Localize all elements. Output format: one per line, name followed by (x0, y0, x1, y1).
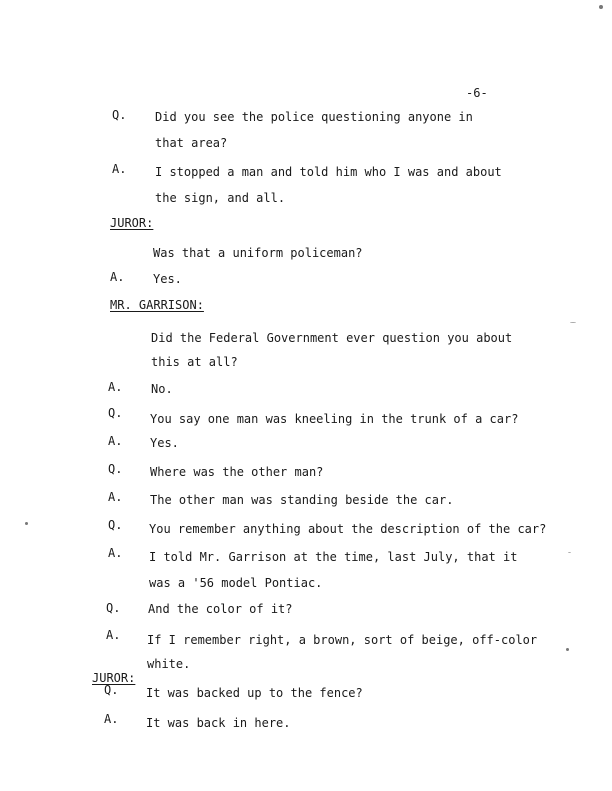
transcript-line: Where was the other man? (150, 465, 324, 479)
transcript-line: the sign, and all. (155, 191, 286, 205)
transcript-line: Did the Federal Government ever question you about (151, 331, 513, 345)
transcript-line: It was backed up to the fence? (146, 686, 363, 700)
scan-speck (566, 648, 569, 651)
transcript-line: this at all? (151, 355, 238, 369)
scan-speck (25, 522, 28, 525)
speaker-label: JUROR: (92, 671, 136, 685)
transcript-line: that area? (155, 136, 228, 150)
transcript-line: And the color of it? (148, 602, 293, 616)
transcript-line: was a '56 model Pontiac. (149, 576, 323, 590)
question-marker: Q. (104, 683, 119, 697)
answer-marker: A. (108, 490, 123, 504)
answer-marker: A. (106, 628, 121, 642)
answer-marker: A. (108, 380, 123, 394)
answer-marker: A. (104, 712, 119, 726)
question-marker: Q. (108, 406, 123, 420)
transcript-line: I stopped a man and told him who I was and about (155, 165, 502, 179)
transcript-line: Yes. (150, 436, 179, 450)
answer-marker: A. (112, 162, 127, 176)
transcript-line: No. (151, 382, 173, 396)
question-marker: Q. (106, 601, 121, 615)
transcript-line: white. (147, 657, 191, 671)
answer-marker: A. (110, 270, 125, 284)
question-marker: Q. (108, 462, 123, 476)
scan-speck (568, 552, 571, 553)
transcript-line: Did you see the police questioning anyone in (155, 110, 473, 124)
transcript-line: It was back in here. (146, 716, 291, 730)
transcript-line: I told Mr. Garrison at the time, last July, that it (149, 550, 518, 564)
answer-marker: A. (108, 434, 123, 448)
transcript-line: The other man was standing beside the car. (150, 493, 454, 507)
speaker-label: JUROR: (110, 216, 154, 230)
answer-marker: A. (108, 546, 123, 560)
scan-speck (599, 5, 603, 9)
scan-speck (570, 322, 576, 323)
transcript-line: You remember anything about the description of the car? (149, 522, 547, 536)
transcript-line: Yes. (153, 272, 182, 286)
transcript-line: If I remember right, a brown, sort of beige, off-color (147, 633, 538, 647)
question-marker: Q. (108, 518, 123, 532)
page-number: -6- (466, 86, 488, 100)
transcript-line: Was that a uniform policeman? (153, 246, 363, 260)
speaker-label: MR. GARRISON: (110, 298, 204, 312)
question-marker: Q. (112, 108, 127, 122)
transcript-line: You say one man was kneeling in the trunk of a car? (150, 412, 519, 426)
